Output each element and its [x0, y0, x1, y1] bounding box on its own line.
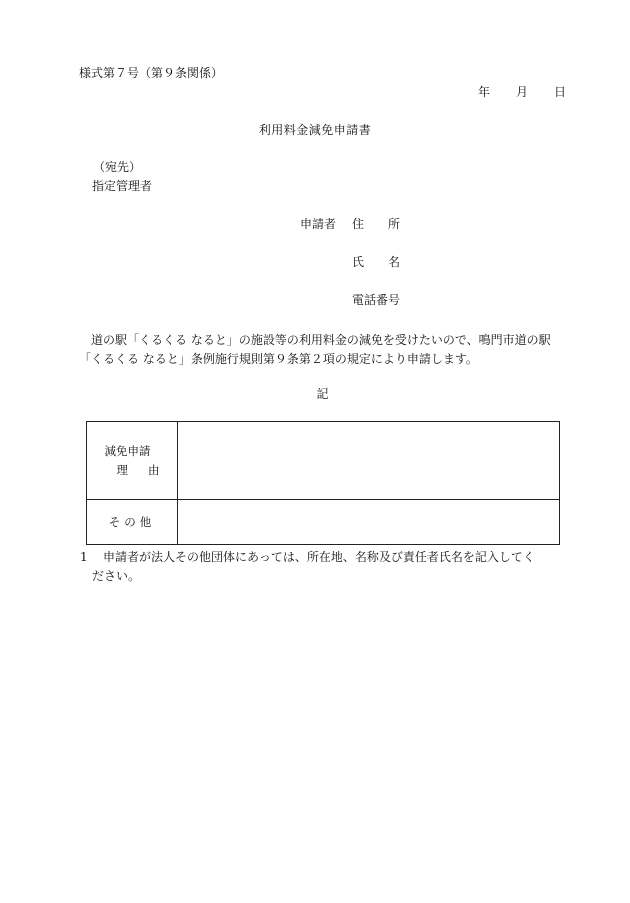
- date-day-label: 日: [554, 85, 567, 99]
- applicant-label: 申請者: [300, 217, 337, 231]
- addressee-heading: （宛先）: [93, 160, 142, 174]
- other-label-cell: [87, 500, 178, 545]
- name-label-char-2: 名: [388, 255, 401, 269]
- request-statement: [79, 331, 571, 369]
- request-statement-line-2: 「くるくる なると」条例施行規則第９条第２項の規定により申請します。: [79, 352, 478, 366]
- reason-label-line-1: 減免申請: [104, 443, 151, 458]
- footnote-line-1: 申請者が法人その他団体にあっては、所在地、名称及び責任者氏名を記入してく: [103, 550, 535, 564]
- addressee-name: 指定管理者: [92, 179, 153, 193]
- address-label-char-1: 住: [352, 217, 365, 231]
- form-number: 様式第７号（第９条関係）: [79, 66, 224, 80]
- name-field-label: [352, 256, 400, 268]
- footnote-number: 1: [80, 550, 88, 564]
- reason-input-cell[interactable]: [178, 422, 560, 500]
- address-label-char-2: 所: [388, 217, 401, 231]
- date-line: [478, 86, 566, 98]
- table-row-reason: [87, 422, 560, 500]
- phone-field-label: 電話番号: [352, 293, 401, 307]
- other-input-cell[interactable]: [178, 500, 560, 545]
- date-year-label: 年: [478, 85, 491, 99]
- reason-label-char-a: 理: [116, 462, 128, 477]
- footnote-line-2: ださい。: [92, 569, 141, 583]
- reason-label-cell: [87, 422, 178, 500]
- request-statement-line-1: 道の駅「くるくる なると」の施設等の利用料金の減免を受けたいので、鳴門市道の駅: [79, 333, 551, 347]
- ki-heading: 記: [316, 387, 329, 401]
- document-title: 利用料金減免申請書: [258, 123, 372, 137]
- reason-label: [105, 442, 160, 480]
- reduction-details-table: [86, 421, 560, 545]
- reason-label-char-b: 由: [148, 462, 160, 477]
- name-label-char-1: 氏: [352, 255, 365, 269]
- address-field-label: [352, 218, 400, 230]
- other-label: その他: [108, 514, 156, 529]
- table-row-other: [87, 500, 560, 545]
- date-month-label: 月: [516, 85, 529, 99]
